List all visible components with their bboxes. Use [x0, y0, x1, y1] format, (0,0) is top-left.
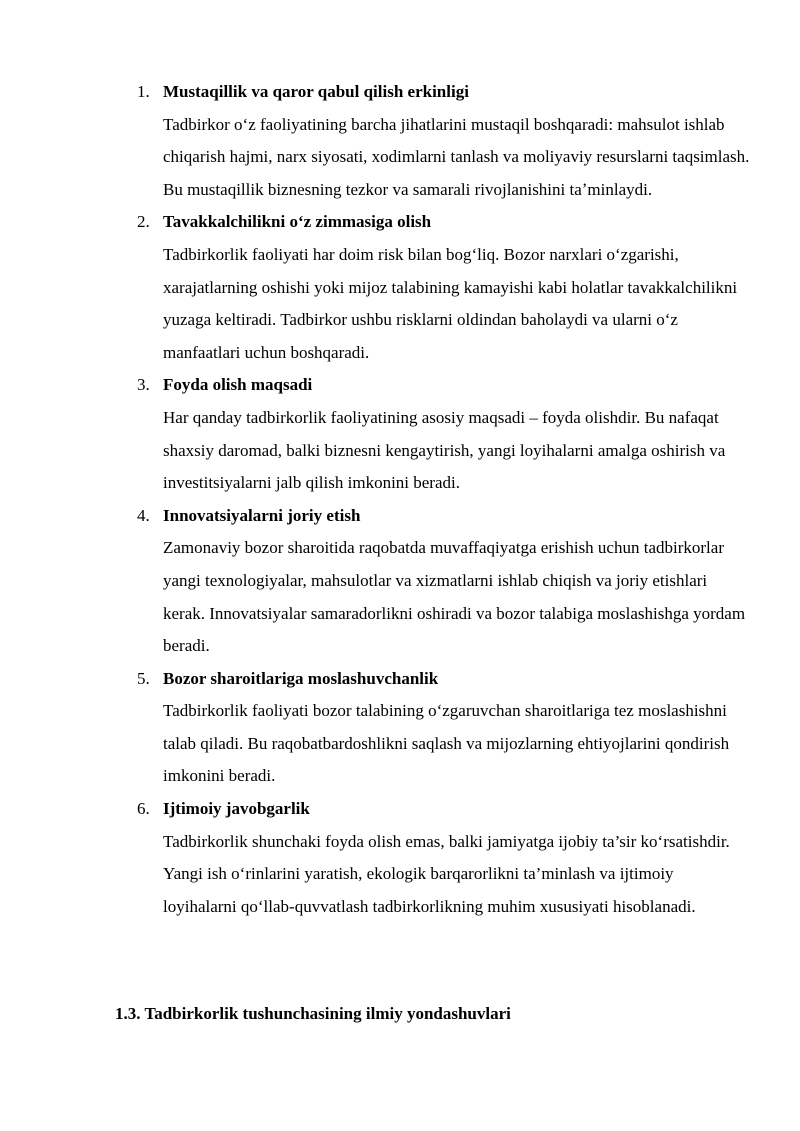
- list-item: [130, 663, 750, 793]
- list-item-text: Tadbirkorlik faoliyati har doim risk bilan bog‘liq. Bozor narxlari o‘zgarishi, xarajatlarning oshishi yoki mijoz talabining kamayishi kabi holatlar tavakkalchilikni yuzaga keltiradi. Tadbirkor ushbu risklarni oldindan baholaydi va ularni o‘z manfaatlari uchun boshqaradi.: [163, 244, 738, 362]
- list-item-text: Tadbirkorlik shunchaki foyda olish emas, balki jamiyatga ijobiy ta’sir ko‘rsatishdir. Yangi ish o‘rinlarini yaratish, ekologik barqarorlikni ta’minlash va ijtimoiy loyihalarni qo‘llab-quvvatlash tadbirkorlikning muhim xususiyati hisoblanadi.: [163, 831, 730, 916]
- list-item-text: Tadbirkor o‘z faoliyatining barcha jihatlarini mustaqil boshqaradi: mahsulot ishlab chiqarish hajmi, narx siyosati, xodimlarni tanlash va moliyaviy resurslarni taqsimlash. Bu mustaqillik biznesning tezkor va samarali rivojlanishini taʼminlaydi.: [163, 114, 750, 199]
- list-item-title: Mustaqillik va qaror qabul qilish erkinligi: [163, 82, 469, 101]
- list-item-title: Bozor sharoitlariga moslashuvchanlik: [163, 668, 439, 688]
- list-item-text: Har qanday tadbirkorlik faoliyatining asosiy maqsadi – foyda olishdir. Bu nafaqat shaxsiy daromad, balki biznesni kengaytirish, yangi loyihalarni amalga oshirish va investitsiyalarni jalb qilish imkonini beradi.: [163, 407, 726, 493]
- list-item-number: 1.: [137, 82, 150, 101]
- list-item-number: 5.: [137, 668, 150, 688]
- section-heading: 1.3. Tadbirkorlik tushunchasining ilmiy yondashuvlari: [115, 1004, 511, 1023]
- list-item-title: Innovatsiyalarni joriy etish: [163, 505, 361, 525]
- list-item-text: Tadbirkorlik faoliyati bozor talabining o‘zgaruvchan sharoitlariga tez moslashishni talab qiladi. Bu raqobatbardoshlikni saqlash va mijozlarning ehtiyojlarini qondirish imkonini beradi.: [163, 701, 730, 786]
- list-item: [130, 76, 750, 206]
- list-item-title: Foyda olish maqsadi: [163, 375, 313, 395]
- list-item: [130, 500, 750, 663]
- list-item-title: Tavakkalchilikni o‘z zimmasiga olish: [163, 212, 432, 232]
- list-item-number: 3.: [137, 375, 150, 395]
- list-item: [130, 206, 750, 369]
- numbered-list: [130, 76, 750, 923]
- list-item: [130, 369, 750, 499]
- list-item-text: Zamonaviy bozor sharoitida raqobatda muvaffaqiyatga erishish uchun tadbirkorlar yangi texnologiyalar, mahsulotlar va xizmatlarni ishlab chiqish va joriy etishlari kerak. Innovatsiyalar samaradorlikni oshiradi va bozor talabiga moslashishga yordam beradi.: [163, 538, 746, 656]
- list-item-title: Ijtimoiy javobgarlik: [163, 799, 310, 819]
- list-item-number: 2.: [137, 212, 150, 232]
- list-item-number: 4.: [137, 505, 150, 525]
- list-item: [130, 793, 750, 923]
- list-item-number: 6.: [137, 799, 150, 819]
